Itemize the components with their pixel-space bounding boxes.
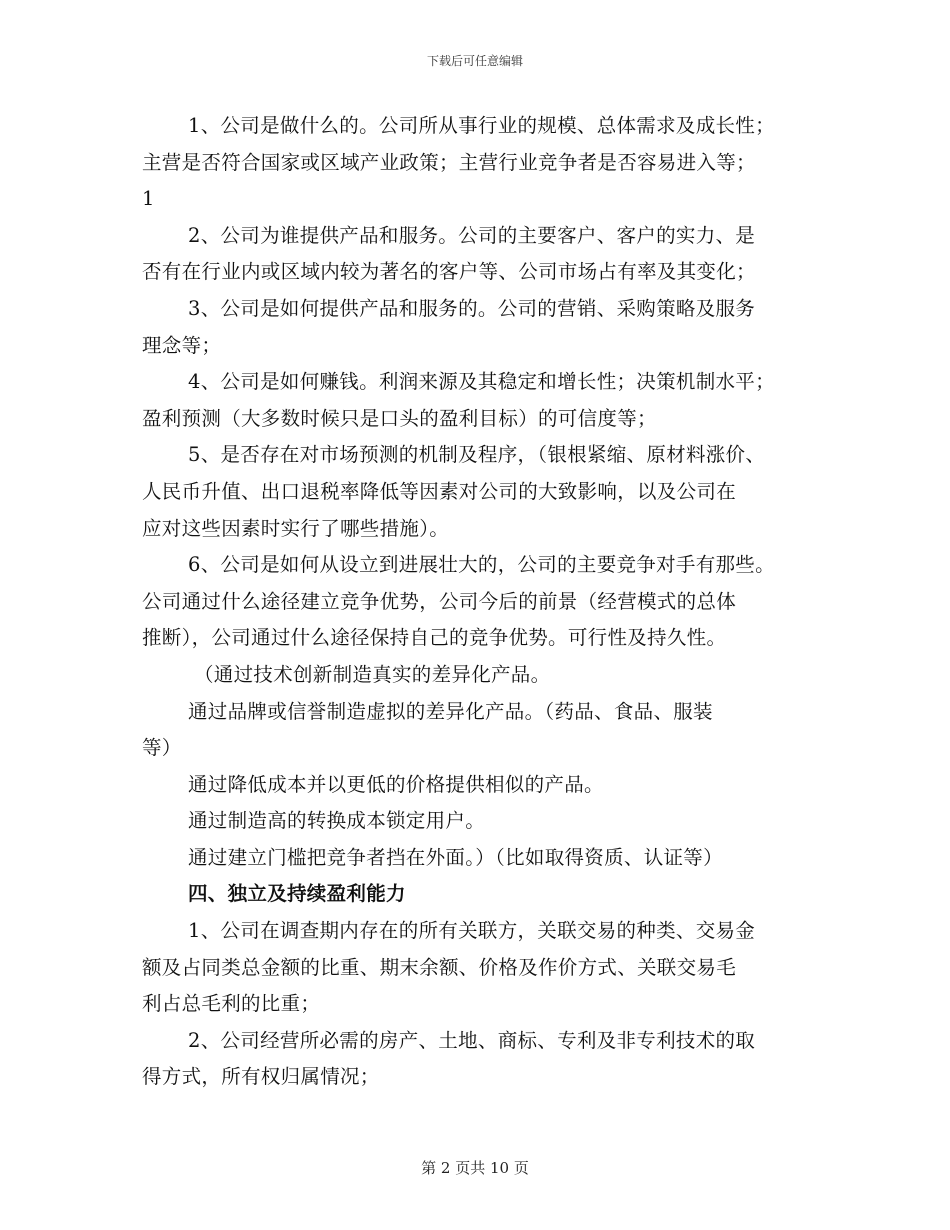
paragraph-line: 等） <box>142 736 182 760</box>
paragraph-line: 6、公司是如何从设立到进展壮大的，公司的主要竞争对手有那些。 <box>188 553 775 577</box>
paragraph-line: 3、公司是如何提供产品和服务的。公司的营销、采购策略及服务 <box>188 296 756 320</box>
paragraph-line: 通过制造高的转换成本锁定用户。 <box>188 809 486 833</box>
paragraph-line: 理念等； <box>142 333 222 357</box>
paragraph-line: 1 <box>142 187 155 211</box>
paragraph-line: 2、公司为谁提供产品和服务。公司的主要客户、客户的实力、是 <box>188 223 756 247</box>
paragraph-line: 2、公司经营所必需的房产、土地、商标、专利及非专利技术的取 <box>188 1028 756 1052</box>
paragraph-line: 通过降低成本并以更低的价格提供相似的产品。 <box>188 772 604 796</box>
section-heading: 四、独立及持续盈利能力 <box>188 882 406 906</box>
paragraph-line: 公司通过什么途径建立竞争优势，公司今后的前景（经营模式的总体 <box>142 589 737 613</box>
paragraph-line: 推断），公司通过什么途径保持自己的竞争优势。可行性及持久性。 <box>142 626 727 650</box>
paragraph-line: 得方式，所有权归属情况； <box>142 1065 380 1089</box>
paragraph-line: 1、公司是做什么的。公司所从事行业的规模、总体需求及成长性； <box>188 114 775 137</box>
paragraph-line: （通过技术创新制造真实的差异化产品。 <box>194 662 551 686</box>
paragraph-line: 额及占同类总金额的比重、期末余额、价格及作价方式、关联交易毛 <box>142 955 737 979</box>
paragraph-line: 应对这些因素时实行了哪些措施）。 <box>142 516 450 540</box>
paragraph-line: 4、公司是如何赚钱。利润来源及其稳定和增长性；决策机制水平； <box>188 370 775 394</box>
page-footer: 第 2 页共 10 页 <box>421 1159 529 1177</box>
paragraph-line: 通过建立门槛把竞争者挡在外面。）（比如取得资质、认证等） <box>188 845 723 869</box>
paragraph-line: 利占总毛利的比重； <box>142 992 321 1016</box>
paragraph-line: 盈利预测（大多数时候只是口头的盈利目标）的可信度等； <box>142 406 657 430</box>
paragraph-line: 主营是否符合国家或区域产业政策；主营行业竞争者是否容易进入等； <box>142 150 756 174</box>
paragraph-line: 通过品牌或信誉制造虚拟的差异化产品。（药品、食品、服装 <box>188 699 713 723</box>
paragraph-line: 1、公司在调查期内存在的所有关联方，关联交易的种类、交易金 <box>188 919 756 943</box>
paragraph-line: 人民币升值、出口退税率降低等因素对公司的大致影响，以及公司在 <box>142 479 737 503</box>
paragraph-line: 否有在行业内或区域内较为著名的客户等、公司市场占有率及其变化； <box>142 260 756 284</box>
page-header: 下载后可任意编辑 <box>426 54 523 68</box>
document-body <box>142 108 822 1096</box>
paragraph-line: 5、是否存在对市场预测的机制及程序，（银根紧缩、原材料涨价、 <box>188 443 766 467</box>
